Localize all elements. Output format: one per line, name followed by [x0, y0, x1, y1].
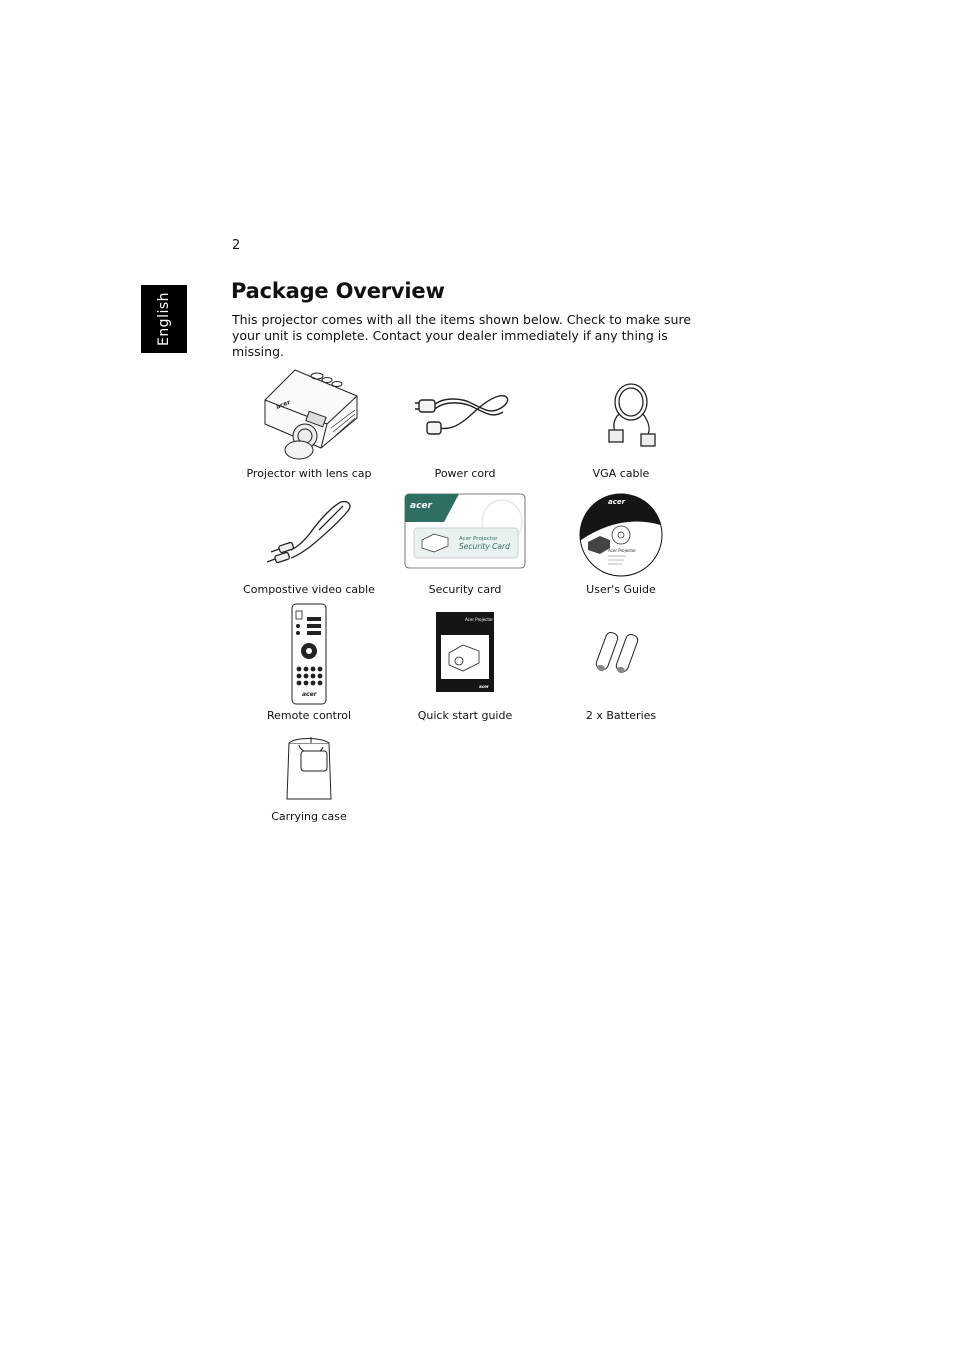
page-title: Package Overview — [231, 279, 445, 303]
svg-text:Acer Projector: Acer Projector — [465, 617, 494, 622]
package-item-batteries — [543, 628, 699, 722]
item-caption: Power cord — [434, 467, 496, 480]
item-caption: Compostive video cable — [243, 583, 375, 596]
item-caption: Security card — [428, 583, 502, 596]
language-tab — [141, 285, 187, 353]
item-caption: Carrying case — [271, 810, 347, 823]
page-number: 2 — [232, 238, 241, 253]
package-item-projector — [231, 366, 387, 480]
security-card-icon — [404, 492, 526, 570]
package-item-carrying-case — [231, 733, 387, 823]
intro-paragraph: This projector comes with all the items shown below. Check to make sure your unit is complete. Contact your dealer immediately if any thing is missing. — [232, 312, 692, 359]
power-cord-icon — [413, 384, 517, 444]
svg-text:acer: acer — [302, 691, 317, 698]
item-caption: Quick start guide — [417, 709, 513, 722]
projector-icon — [257, 366, 361, 462]
item-caption: Remote control — [266, 709, 352, 722]
svg-text:acer: acer — [410, 501, 432, 511]
item-caption: 2 x Batteries — [585, 709, 657, 722]
vga-cable-icon — [569, 380, 673, 454]
svg-text:acer: acer — [275, 398, 292, 411]
package-item-power-cord — [387, 384, 543, 480]
package-item-users-guide — [543, 492, 699, 596]
item-caption: VGA cable — [592, 467, 650, 480]
cd-icon — [578, 492, 664, 578]
language-tab-label: English — [156, 291, 172, 347]
svg-text:Acer Projector: Acer Projector — [608, 548, 637, 553]
item-caption: User's Guide — [586, 583, 656, 596]
remote-control-icon — [289, 603, 329, 705]
video-cable-icon — [257, 496, 361, 568]
booklet-icon — [435, 611, 495, 693]
package-item-quick-start-guide — [387, 611, 543, 722]
svg-text:Security Card: Security Card — [459, 542, 510, 551]
item-caption: Projector with lens cap — [246, 467, 372, 480]
svg-text:acer: acer — [608, 498, 626, 506]
package-item-remote-control — [231, 603, 387, 722]
svg-text:acer: acer — [479, 684, 489, 689]
package-item-vga-cable — [543, 380, 699, 480]
carrying-case-icon — [281, 733, 337, 803]
package-item-video-cable — [231, 496, 387, 596]
batteries-icon — [591, 628, 651, 676]
svg-text:Acer Projector: Acer Projector — [459, 536, 498, 542]
package-item-security-card — [387, 492, 543, 596]
